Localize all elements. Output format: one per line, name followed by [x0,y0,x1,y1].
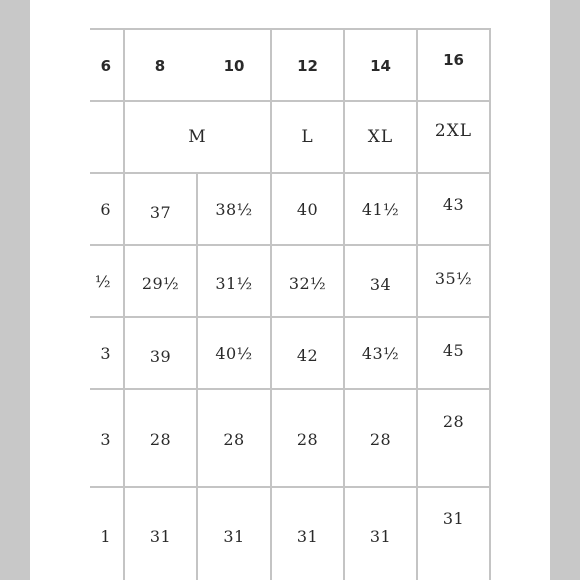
size-chart-table [30,0,550,580]
measurement-cell: 31 [149,526,172,546]
table-rule [489,28,491,580]
header-size-cell: 10 [223,57,245,75]
measurement-cell: 42 [296,345,319,365]
measurement-cell: 43 [442,194,465,214]
measurement-cell: 1 [100,526,111,546]
table-rule [90,28,490,30]
header-size-cell: 12 [297,57,318,75]
measurement-cell: 40 [296,199,319,219]
letter-size-cell: M [188,127,207,147]
measurement-cell: 28 [369,429,392,449]
letter-size-cell: L [301,127,314,147]
header-size-cell: 8 [154,57,166,75]
measurement-cell: 31½ [215,273,253,293]
measurement-cell: 43½ [361,343,400,363]
measurement-cell: ½ [94,271,111,291]
measurement-cell: 31 [296,526,319,546]
measurement-cell: 37 [149,202,172,222]
measurement-cell: 45 [442,340,465,360]
measurement-cell: 40½ [215,343,253,363]
measurement-cell: 31 [369,526,392,546]
measurement-cell: 31 [442,508,465,528]
letter-size-cell: XL [367,127,394,147]
measurement-cell: 31 [223,526,245,546]
measurement-cell: 34 [369,274,392,294]
measurement-cell: 3 [100,343,111,363]
measurement-cell: 3 [100,429,111,449]
letter-size-cell: 2XL [434,121,473,141]
measurement-cell: 28 [149,429,172,449]
measurement-cell: 38½ [215,199,253,219]
header-size-cell: 14 [370,57,391,75]
measurement-cell: 41½ [361,199,400,219]
measurement-cell: 6 [100,199,111,219]
measurement-cell: 35½ [434,268,473,288]
size-chart-page [30,0,550,580]
header-size-cell: 16 [443,51,464,69]
measurement-cell: 28 [442,411,465,431]
measurement-cell: 39 [149,346,172,366]
measurement-cell: 29½ [141,273,180,293]
measurement-cell: 32½ [288,273,327,293]
measurement-cell: 28 [296,429,319,449]
header-size-cell: 6 [100,57,111,75]
measurement-cell: 28 [223,429,245,449]
